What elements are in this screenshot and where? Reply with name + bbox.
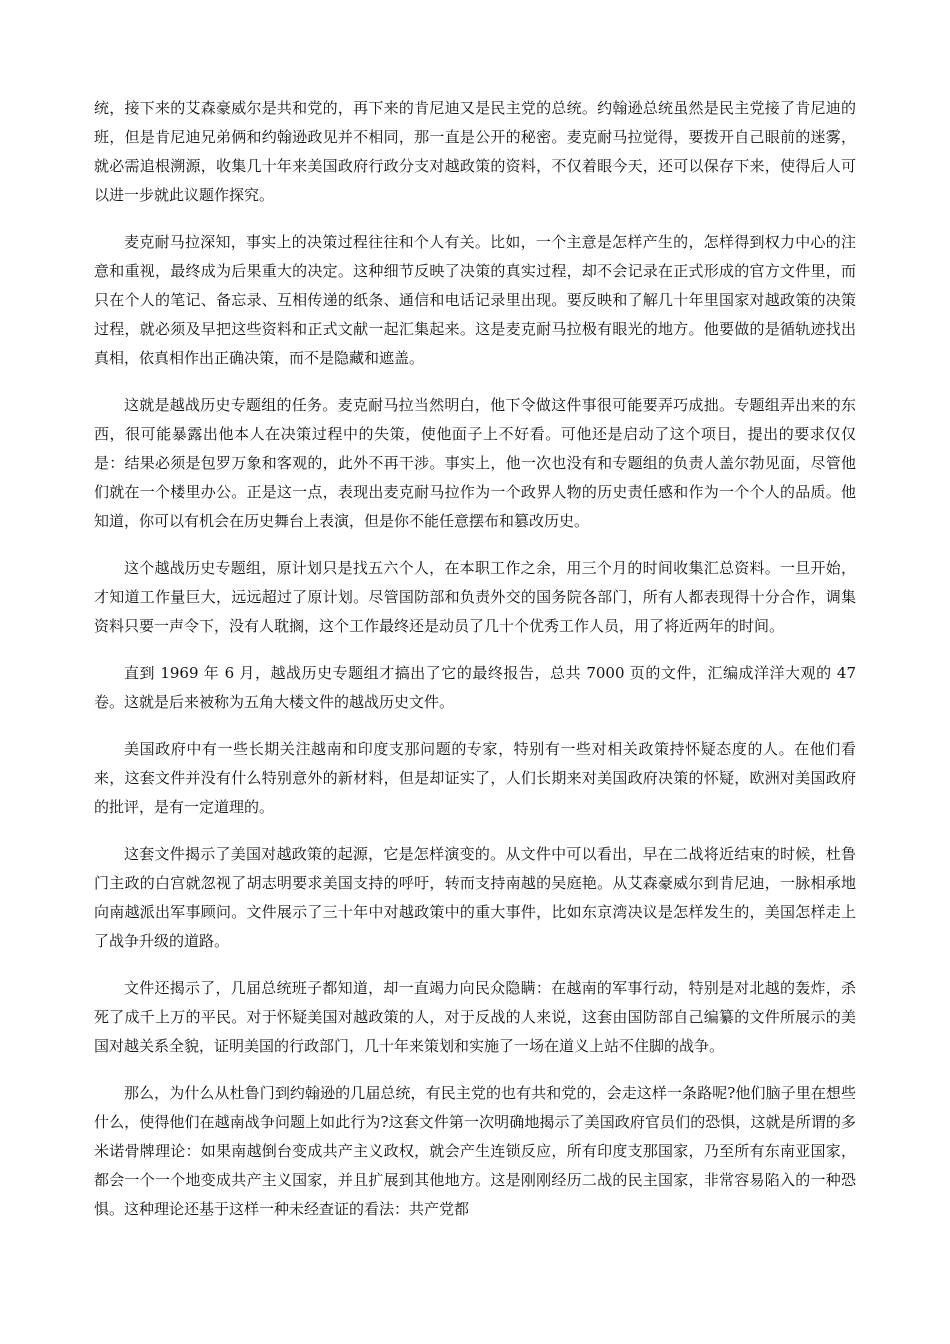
paragraph-3: 这就是越战历史专题组的任务。麦克耐马拉当然明白，他下令做这件事很可能要弄巧成拙。专题组弄出来的东西，很可能暴露出他本人在决策过程中的失策，使他面子上不好看。可他还是启动了这个项目，提出的要求仅仅是：结果必须是包罗万象和客观的，此外不再干涉。事实上，他一次也没有和专题组的负责人盖尔勃见面，尽管他们就在一个楼里办公。正是这一点，表现出麦克耐马拉作为一个政界人物的历史责任感和作为一个个人的品质。他知道，你可以有机会在历史舞台上表演，但是你不能任意摆布和篡改历史。 xyxy=(94,396,856,530)
paragraph-1: 统，接下来的艾森豪威尔是共和党的，再下来的肯尼迪又是民主党的总统。约翰逊总统虽然是民主党接了肯尼迪的班，但是肯尼迪兄弟俩和约翰逊政见并不相同，那一直是公开的秘密。麦克耐马拉觉得，要拨开自己眼前的迷雾，就必需追根溯源，收集几十年来美国政府行政分支对越政策的资料，不仅着眼今天，还可以保存下来，使得后人可以进一步就此议题作探究。 xyxy=(94,99,856,204)
paragraph-2: 麦克耐马拉深知，事实上的决策过程往往和个人有关。比如，一个主意是怎样产生的，怎样得到权力中心的注意和重视，最终成为后果重大的决定。这种细节反映了决策的真实过程，却不会记录在正式形成的官方文件里，而只在个人的笔记、备忘录、互相传递的纸条、通信和电话记录里出现。要反映和了解几十年里国家对越政策的决策过程，就必须及早把这些资料和正式文献一起汇集起来。这是麦克耐马拉极有眼光的地方。他要做的是循轨迹找出真相，依真相作出正确决策，而不是隐藏和遮盖。 xyxy=(94,233,856,367)
paragraph-5: 直到 1969 年 6 月，越战历史专题组才搞出了它的最终报告，总共 7000 页的文件，汇编成洋洋大观的 47 卷。这就是后来被称为五角大楼文件的越战历史文件。 xyxy=(94,664,856,711)
paragraph-6: 美国政府中有一些长期关注越南和印度支那问题的专家，特别有一些对相关政策持怀疑态度的人。在他们看来，这套文件并没有什么特别意外的新材料，但是却证实了，人们长期来对美国政府决策的怀疑，欧洲对美国政府的批评，是有一定道理的。 xyxy=(94,740,856,816)
paragraph-4: 这个越战历史专题组，原计划只是找五六个人，在本职工作之余，用三个月的时间收集汇总资料。一旦开始，才知道工作量巨大，远远超过了原计划。尽管国防部和负责外交的国务院各部门，所有人都表现得十分合作，调集资料只要一声令下，没有人耽搁，这个工作最终还是动员了几十个优秀工作人员，用了将近两年的时间。 xyxy=(94,559,856,635)
document-page xyxy=(94,94,856,1242)
paragraph-9: 那么，为什么从杜鲁门到约翰逊的几届总统，有民主党的也有共和党的，会走这样一条路呢?他们脑子里在想些什么，使得他们在越南战争问题上如此行为?这套文件第一次明确地揭示了美国政府官员们的恐惧，这就是所谓的多米诺骨牌理论：如果南越倒台变成共产主义政权，就会产生连锁反应，所有印度支那国家，乃至所有东南亚国家，都会一个一个地变成共产主义国家，并且扩展到其他地方。这是刚刚经历二战的民主国家，非常容易陷入的一种恐惧。这种理论还基于这样一种未经查证的看法：共产党都 xyxy=(94,1084,856,1218)
paragraph-8: 文件还揭示了，几届总统班子都知道，却一直竭力向民众隐瞒：在越南的军事行动，特别是对北越的轰炸，杀死了成千上万的平民。对于怀疑美国对越政策的人，对于反战的人来说，这套由国防部自己编纂的文件所展示的美国对越关系全貌，证明美国的行政部门，几十年来策划和实施了一场在道义上站不住脚的战争。 xyxy=(94,979,856,1055)
paragraph-7: 这套文件揭示了美国对越政策的起源，它是怎样演变的。从文件中可以看出，早在二战将近结束的时候，杜鲁门主政的白宫就忽视了胡志明要求美国支持的呼吁，转而支持南越的吴庭艳。从艾森豪威尔到肯尼迪，一脉相承地向南越派出军事顾问。文件展示了三十年中对越政策中的重大事件，比如东京湾决议是怎样发生的，美国怎样走上了战争升级的道路。 xyxy=(94,845,856,950)
